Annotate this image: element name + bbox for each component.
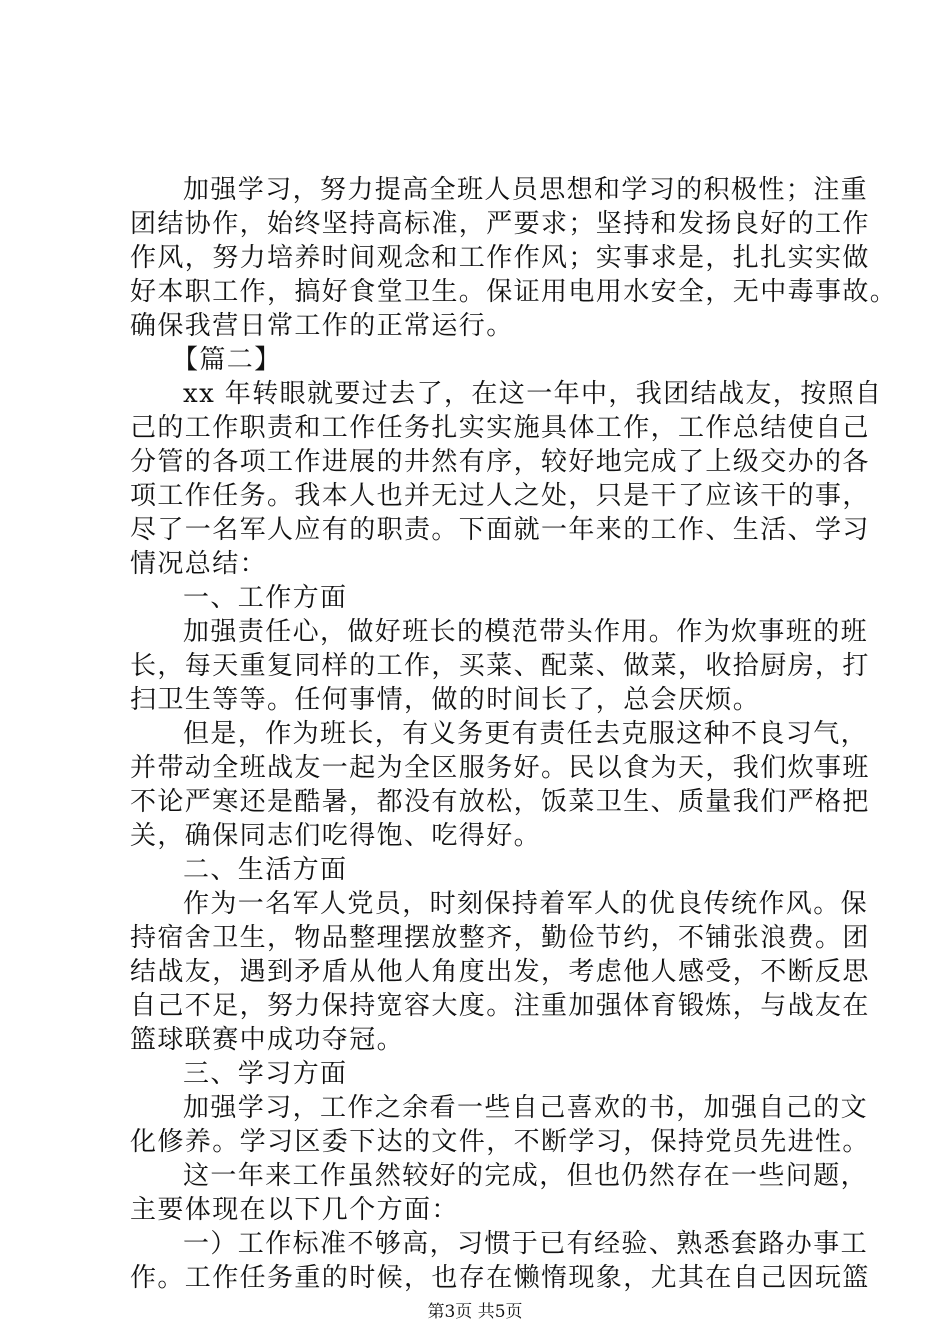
text-line: 关，确保同志们吃得饱、吃得好。: [130, 821, 542, 851]
section-heading: 【篇二】: [172, 345, 282, 375]
text-line: 好本职工作，搞好食堂卫生。保证用电用水安全，无中毒事故。: [130, 277, 898, 307]
text-line: 情况总结：: [130, 549, 268, 579]
text-line: 作。工作任务重的时候，也存在懒惰现象，尤其在自己因玩篮: [130, 1263, 870, 1293]
text-line: 加强责任心，做好班长的模范带头作用。作为炊事班的班: [183, 617, 869, 647]
text-line: 结战友，遇到矛盾从他人角度出发，考虑他人感受，不断反思: [130, 957, 870, 987]
text-line: 长，每天重复同样的工作，买菜、配菜、做菜，收拾厨房，打: [130, 651, 870, 681]
text-line: 作为一名军人党员，时刻保持着军人的优良传统作风。保: [183, 889, 869, 919]
text-line: 加强学习，工作之余看一些自己喜欢的书，加强自己的文: [183, 1093, 869, 1123]
text-line: 加强学习，努力提高全班人员思想和学习的积极性；注重: [183, 175, 869, 205]
text-line: 尽了一名军人应有的职责。下面就一年来的工作、生活、学习: [130, 515, 870, 545]
page-footer: 第3页 共5页: [427, 1302, 523, 1322]
text-line: 并带动全班战友一起为全区服务好。民以食为天，我们炊事班: [130, 753, 870, 783]
text-line: 一）工作标准不够高，习惯于已有经验、熟悉套路办事工: [183, 1229, 869, 1259]
text-line: 篮球联赛中成功夺冠。: [130, 1025, 405, 1055]
text-line: 化修养。学习区委下达的文件，不断学习，保持党员先进性。: [130, 1127, 870, 1157]
text-line: 作风，努力培养时间观念和工作作风；实事求是，扎扎实实做: [130, 243, 870, 273]
text-line: 不论严寒还是酷暑，都没有放松，饭菜卫生、质量我们严格把: [130, 787, 870, 817]
section-heading: 二、生活方面: [183, 855, 348, 885]
section-heading: 一、工作方面: [183, 583, 348, 613]
text-line: 但是，作为班长，有义务更有责任去克服这种不良习气，: [183, 719, 869, 749]
section-heading: 三、学习方面: [183, 1059, 348, 1089]
text-line: 主要体现在以下几个方面：: [130, 1195, 459, 1225]
text-line: 持宿舍卫生，物品整理摆放整齐，勤俭节约，不铺张浪费。团: [130, 923, 870, 953]
text-line: xx 年转眼就要过去了，在这一年中，我团结战友，按照自: [183, 379, 883, 409]
text-line: 分管的各项工作进展的井然有序，较好地完成了上级交办的各: [130, 447, 870, 477]
text-line: 自己不足，努力保持宽容大度。注重加强体育锻炼，与战友在: [130, 991, 870, 1021]
text-line: 确保我营日常工作的正常运行。: [130, 311, 514, 341]
text-line: 己的工作职责和工作任务扎实实施具体工作，工作总结使自己: [130, 413, 870, 443]
text-line: 项工作任务。我本人也并无过人之处，只是干了应该干的事，: [130, 481, 870, 511]
text-line: 团结协作，始终坚持高标准，严要求；坚持和发扬良好的工作: [130, 209, 870, 239]
text-line: 这一年来工作虽然较好的完成，但也仍然存在一些问题，: [183, 1161, 869, 1191]
text-line: 扫卫生等等。任何事情，做的时间长了，总会厌烦。: [130, 685, 761, 715]
